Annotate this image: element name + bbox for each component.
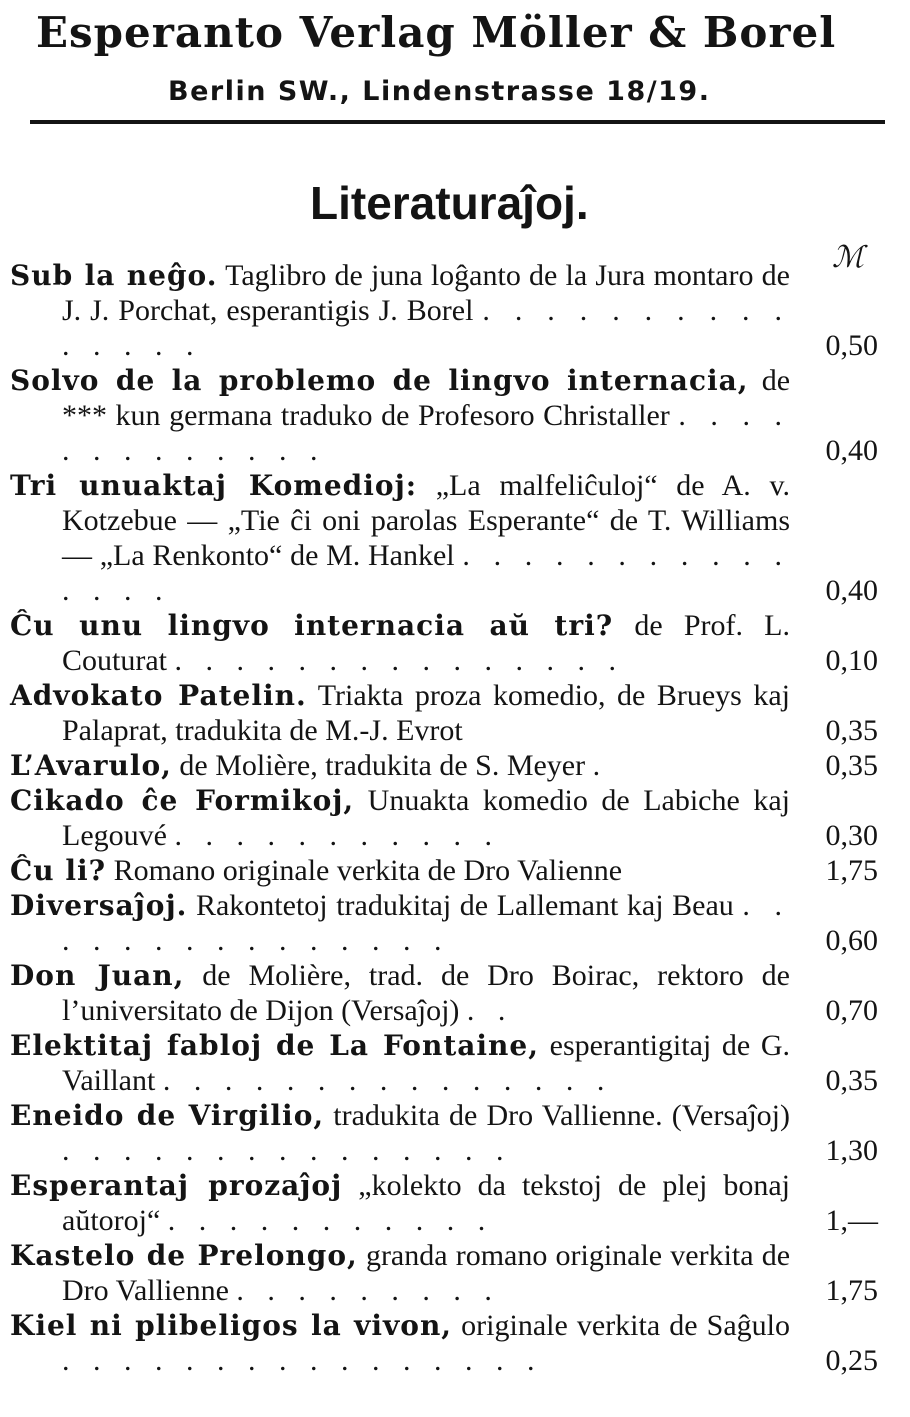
entry-title: Ĉu unu lingvo internacia aŭ tri?	[10, 609, 614, 642]
catalog-entry	[10, 958, 890, 1028]
publisher-name: Esperanto Verlag Möller & Borel	[36, 8, 837, 57]
entry-price: 0,35	[825, 1064, 878, 1097]
entry-price: 0,25	[825, 1344, 878, 1377]
entry-price: 0,35	[825, 714, 878, 747]
entry-description: de Molière, trad. de Dro Boirac, rektoro de l’universitato de Dijon (Versaĵoj)	[62, 959, 790, 1027]
entry-price: 0,40	[825, 574, 878, 607]
entry-title: Ĉu li?	[10, 854, 107, 887]
entry-title: Advokato Patelin.	[10, 679, 307, 712]
leader-dots: . . . . . . . . .	[236, 1274, 500, 1307]
entry-description: de Molière, tradukita de S. Meyer	[179, 749, 586, 782]
catalog-list	[10, 258, 890, 1378]
entry-description: tradukita de Dro Vallienne. (Versaĵoj)	[333, 1099, 791, 1132]
catalog-entry	[10, 783, 890, 853]
leader-dots: . . . . . . . . . . . . . . .	[174, 644, 624, 677]
catalog-entry	[10, 853, 890, 888]
entry-description: Romano originale verkita de Dro Valienne	[113, 854, 623, 887]
leader-dots: . . . . . . . . . . . . .	[62, 399, 791, 467]
catalog-entry	[10, 363, 890, 468]
catalog-entry	[10, 1098, 890, 1168]
entry-description: de Prof. L. Couturat	[62, 609, 790, 677]
leader-dots: . . . . . . . . . . . . . . .	[62, 1134, 512, 1167]
leader-dots: . . . . . . . . . . . . . . .	[162, 1064, 613, 1097]
leader-dots: . . . . . . . . . . .	[174, 819, 500, 852]
catalog-entry	[10, 1238, 890, 1308]
entry-title: Kiel ni plibeligos la vivon,	[10, 1309, 453, 1342]
leader-dots: . . . . . . . . . . .	[167, 1204, 494, 1237]
entry-title: L’Avarulo,	[10, 749, 172, 782]
leader-dots: . .	[466, 994, 514, 1027]
entry-description: „La malfeliĉuloj“ de A. v. Kotzebue — „Tie ĉi oni parolas Esperante“ de T. Williams — „La Renkonto“ de M. Hankel	[62, 469, 790, 572]
catalog-entry	[10, 748, 890, 783]
entry-description: esperantigitaj de G. Vaillant	[62, 1029, 790, 1097]
entry-price: 1,30	[825, 1134, 878, 1167]
catalog-entry	[10, 1028, 890, 1098]
catalog-entry	[10, 678, 890, 748]
publisher-address: Berlin SW., Lindenstrasse 18/19.	[168, 76, 711, 107]
entry-price: 0,70	[825, 994, 878, 1027]
entry-description: Unuakta komedio de Labiche kaj Legouvé	[62, 784, 790, 852]
section-title: Literaturaĵoj.	[310, 177, 589, 229]
entry-title: Tri unuaktaj Komedioj:	[10, 469, 418, 502]
catalog-entry	[10, 258, 890, 363]
leader-dots: .	[592, 749, 609, 782]
catalog-entry	[10, 1308, 890, 1378]
entry-title: Don Juan,	[10, 959, 185, 992]
entry-title: Kastelo de Prelongo,	[10, 1239, 358, 1272]
catalog-entry	[10, 888, 890, 958]
entry-description: „kolekto da tekstoj de plej bonaj aŭtoroj“	[62, 1169, 791, 1237]
entry-price: 0,30	[825, 819, 878, 852]
entry-price: 0,60	[825, 924, 878, 957]
entry-title: Diversaĵoj.	[10, 889, 188, 922]
entry-title: Eneido de Virgilio,	[10, 1099, 325, 1132]
entry-price: 1,75	[825, 1274, 878, 1307]
catalog-entry	[10, 608, 890, 678]
leader-dots: . . . . . . . . . . . . . . . .	[62, 1344, 543, 1377]
entry-description: granda romano originale verkita de Dro Vallienne	[62, 1239, 791, 1307]
entry-title: Esperantaj prozaĵoj	[10, 1169, 343, 1202]
entry-description: originale verkita de Saĝulo	[461, 1309, 790, 1342]
leader-dots: . . . . . . . . . . . . . . .	[62, 539, 791, 607]
entry-description: Rakontetoj tradukitaj de Lallemant kaj Beau	[195, 889, 734, 922]
entry-title: Cikado ĉe Formikoj,	[10, 784, 355, 817]
entry-price: 1,—	[825, 1204, 878, 1237]
currency-symbol: ℳ	[832, 240, 865, 275]
catalog-entry	[10, 468, 890, 608]
entry-description: Taglibro de juna loĝanto de la Jura montaro de J. J. Porchat, esperantigis J. Borel	[62, 259, 790, 327]
entry-price: 0,35	[825, 749, 878, 782]
entry-description: de *** kun germana traduko de Profesoro Christaller	[62, 364, 791, 432]
entry-price: 0,40	[825, 434, 878, 467]
entry-price: 0,50	[825, 329, 878, 362]
entry-title: Elektitaj fabloj de La Fontaine,	[10, 1029, 539, 1062]
entry-title: Sub la neĝo.	[10, 259, 218, 292]
entry-title: Solvo de la problemo de lingvo internacia,	[10, 364, 749, 397]
entry-description: Triakta proza komedio, de Brueys kaj Palaprat, tradukita de M.-J. Evrot	[62, 679, 790, 747]
header-divider	[30, 120, 885, 124]
catalog-entry	[10, 1168, 890, 1238]
entry-price: 0,10	[825, 644, 878, 677]
entry-price: 1,75	[825, 854, 878, 887]
leader-dots: . . . . . . . . . . . . . . .	[62, 294, 791, 362]
leader-dots: . . . . . . . . . . . . . . .	[62, 889, 791, 957]
